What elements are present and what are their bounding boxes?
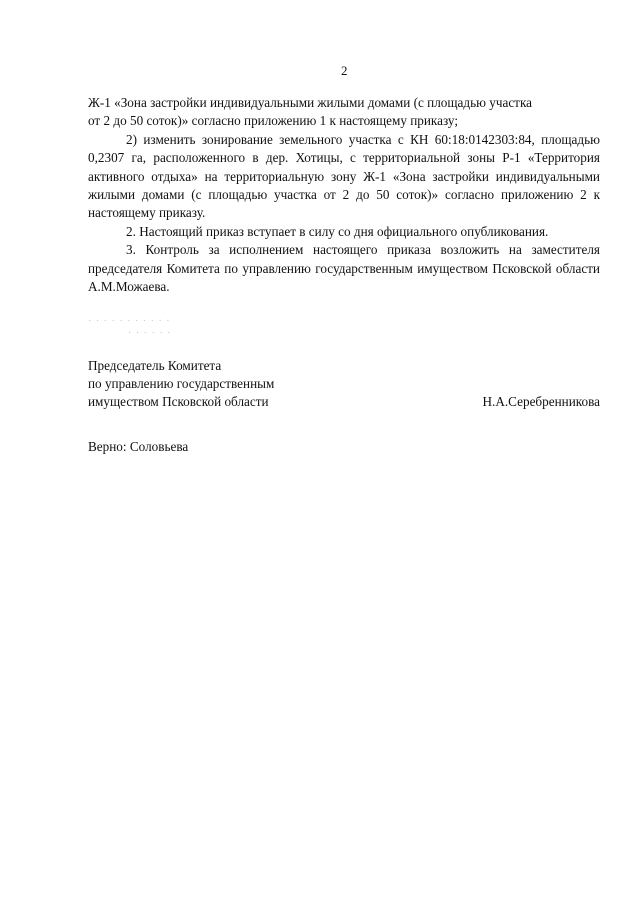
signatory-title-line-1: Председатель Комитета bbox=[88, 358, 222, 373]
faint-bleed-through-text: · · · · · · · · · · · bbox=[88, 316, 171, 327]
signatory-title bbox=[88, 357, 274, 411]
paragraph-continuation-line-2: от 2 до 50 соток)» согласно приложению 1 к настоящему приказу; bbox=[88, 113, 459, 129]
paragraph-continuation-line-1: Ж-1 «Зона застройки индивидуальными жилыми домами (с площадью участка bbox=[88, 95, 533, 110]
paragraph-control-assignment: 3. Контроль за исполнением настоящего приказа возложить на заместителя председателя Комитета по управлению государственным имуществом Псковской области А.М.Можаева. bbox=[88, 242, 600, 295]
faint-bleed-through-text: · · · · · · bbox=[128, 328, 172, 339]
page-number: 2 bbox=[341, 63, 348, 78]
document-body bbox=[88, 94, 600, 296]
paragraph-rezoning-item-2: 2) изменить зонирование земельного участка с КН 60:18:0142303:84, площадью 0,2307 га, расположенного в дер. Хотицы, с территориальной зоны Р-1 «Территория активного отдыха» на территориальную зону Ж-1 «Зона застройки индивидуальными жилыми домами (с площадью участка от 2 до 50 соток)» согласно приложению 2 к настоящему приказу. bbox=[88, 131, 600, 221]
paragraph-effective-date: 2. Настоящий приказ вступает в силу со дня официального опубликования. bbox=[126, 223, 549, 239]
signatory-title-line-3: имуществом Псковской области bbox=[88, 394, 269, 409]
signatory-title-line-2: по управлению государственным bbox=[88, 376, 275, 391]
verification-note: Верно: Соловьева bbox=[88, 439, 189, 454]
signatory-name: Н.А.Серебренникова bbox=[482, 394, 600, 409]
